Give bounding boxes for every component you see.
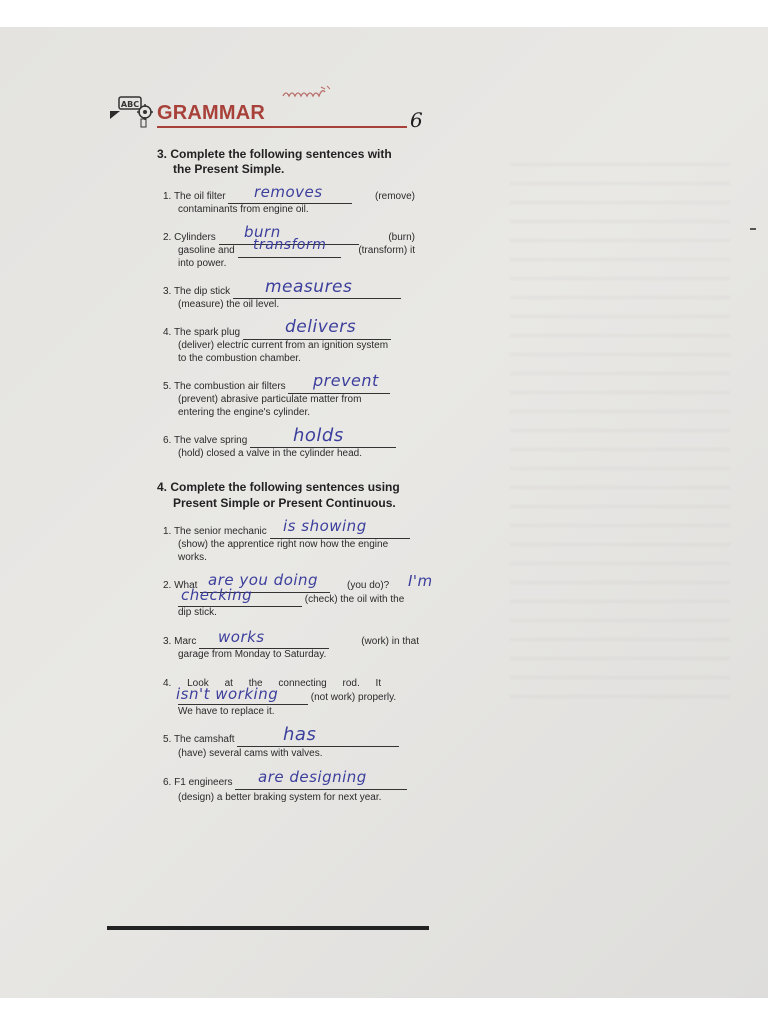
ex3-item4-line3: to the combustion chamber.	[178, 353, 301, 364]
ex3-item1-answer: removes	[254, 183, 323, 201]
ex4-item1-line2: (show) the apprentice right now how the engine	[178, 539, 389, 550]
bleed-through-text	[510, 147, 730, 707]
abc-icon-text: ABC	[120, 100, 140, 109]
ex4-item6-answer: are designing	[258, 768, 367, 786]
exercise-4-title-line2: Present Simple or Present Continuous.	[173, 496, 396, 510]
ex4-item3-prefix: 3. Marc	[163, 636, 197, 647]
ex3-item2-line3: into power.	[178, 258, 227, 269]
ex3-item3-answer: measures	[265, 277, 353, 297]
ex3-item5-line2: (prevent) abrasive particulate matter from	[178, 394, 362, 405]
ex3-item6-answer: holds	[293, 425, 344, 446]
ex4-item4-line3: We have to replace it.	[178, 706, 275, 717]
ex3-item6-line2: (hold) closed a valve in the cylinder head.	[178, 448, 362, 459]
abc-gear-icon	[118, 95, 154, 129]
ex4-item4-hint: (not work) properly.	[310, 692, 397, 703]
ex3-item5-answer: prevent	[313, 371, 379, 390]
page-bottom-bar	[107, 926, 429, 930]
ex4-item5-prefix: 5. The camshaft	[163, 734, 235, 745]
ex4-item5-blank[interactable]	[237, 734, 399, 747]
ex4-item3-hint: (work) in that	[361, 636, 419, 647]
ex3-item4-line2: (deliver) electric current from an ignition system	[178, 340, 389, 351]
ex3-item2-answer2: transform	[253, 237, 327, 253]
ex4-item3-line2: garage from Monday to Saturday.	[178, 649, 327, 660]
ex3-item3-line2: (measure) the oil level.	[178, 299, 280, 310]
handwritten-score: 6	[410, 108, 423, 132]
ex4-item2-hint2: (check) the oil with the	[304, 594, 405, 605]
doodle-squiggle	[281, 84, 337, 100]
ex4-item4: 4. Look at the connecting rod. It	[163, 678, 382, 689]
ex3-item5-line3: entering the engine's cylinder.	[178, 407, 310, 418]
exercise-4-title-line1: 4. Complete the following sentences using	[157, 480, 400, 494]
ex3-item6	[163, 434, 415, 448]
ex3-item6-prefix: 6. The valve spring	[163, 435, 248, 446]
ex3-item1-hint: (remove)	[374, 191, 415, 202]
ex3-item2-answer: burn	[244, 223, 281, 241]
exercise-3-title-line1: 3. Complete the following sentences with	[157, 147, 392, 161]
ex4-item2-hint: (you do)?	[347, 580, 390, 591]
ex4-item4-answer: isn't working	[176, 685, 279, 703]
ex3-item4-prefix: 4. The spark plug	[163, 327, 241, 338]
ex3-item1-prefix: 1. The oil filter	[163, 191, 226, 202]
exercise-3-title-line2: the Present Simple.	[173, 162, 285, 176]
ex4-item2-extra: I'm	[408, 572, 433, 590]
ex4-item2-prefix: 2. What	[163, 580, 198, 591]
worksheet-page	[0, 27, 768, 998]
ex3-item5-prefix: 5. The combustion air filters	[163, 381, 286, 392]
ex3-item4-answer: delivers	[285, 317, 357, 337]
edge-mark	[750, 228, 756, 230]
ex4-item5-line2: (have) several cams with valves.	[178, 748, 323, 759]
ex4-item1-answer: is showing	[283, 517, 367, 535]
section-heading-grammar: GRAMMAR	[157, 102, 266, 124]
ex3-item1-line2: contaminants from engine oil.	[178, 204, 309, 215]
ex4-item3	[163, 635, 419, 649]
ex4-item1-line3: works.	[178, 552, 207, 563]
ex4-item6-line2: (design) a better braking system for next year.	[178, 792, 382, 803]
ex3-item2-prefix: 2. Cylinders	[163, 232, 216, 243]
ex4-item1-prefix: 1. The senior mechanic	[163, 526, 267, 537]
heading-rule	[157, 126, 407, 128]
ex4-item2-answer: are you doing	[208, 571, 319, 589]
ex3-item2-hint2: (transform) it	[358, 245, 415, 256]
ex4-item3-answer: works	[218, 628, 265, 646]
ex4-item2-line3: dip stick.	[178, 607, 217, 618]
ex3-item2-line2a: gasoline and	[178, 245, 235, 256]
ex3-item3-prefix: 3. The dip stick	[163, 286, 231, 297]
ex3-item2-hint: (burn)	[388, 232, 415, 243]
ex4-item2-answer2: checking	[181, 586, 253, 604]
ex4-item6-prefix: 6. F1 engineers	[163, 777, 233, 788]
ex4-item5-answer: has	[283, 724, 317, 745]
